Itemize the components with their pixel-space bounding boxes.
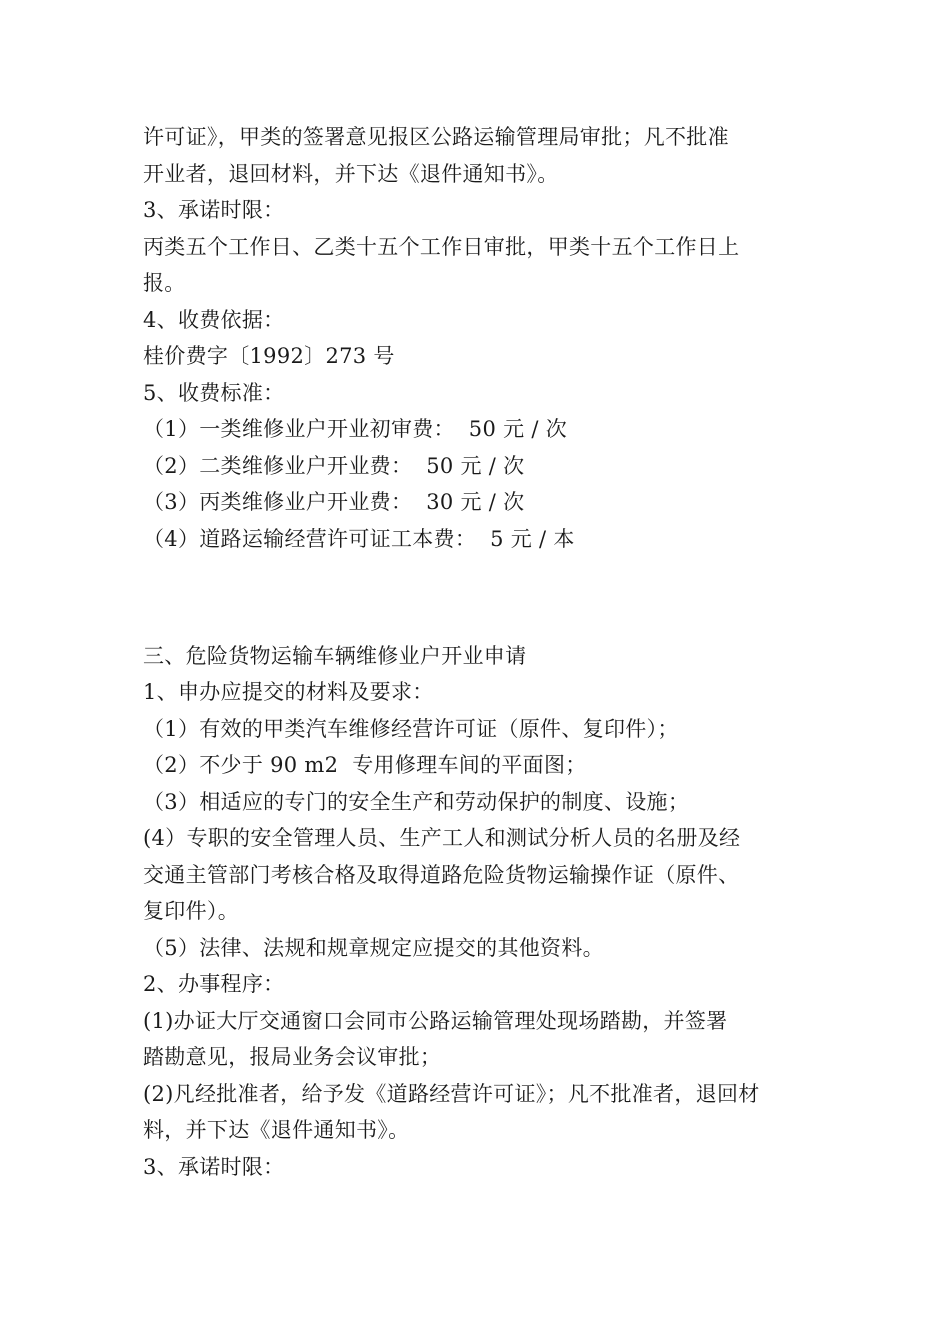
text-block-2 [143, 638, 813, 1186]
section-heading: 5、收费标准： [143, 380, 285, 405]
document-body [143, 119, 813, 1185]
chapter-heading: 三、危险货物运输车辆维修业户开业申请 [143, 643, 527, 668]
section-heading: 3、承诺时限： [143, 198, 285, 222]
section-heading: 4、收费依据： [143, 307, 285, 332]
fee-item: （3）丙类维修业户开业费： 30 元 / 次 [143, 490, 525, 514]
text-line: 桂价费字〔1992〕273 号 [143, 344, 395, 368]
list-item: （1）有效的甲类汽车维修经营许可证（原件、复印件）； [143, 716, 679, 741]
list-item-continuation: 复印件）。 [143, 899, 239, 923]
text-line: 许可证》，甲类的签署意见报区公路运输管理局审批；凡不批准 [143, 125, 729, 149]
list-item: （2）不少于 90 m2 专用修理车间的平面图； [143, 753, 587, 777]
list-item-continuation: 踏勘意见，报局业务会议审批； [143, 1045, 442, 1069]
fee-item: （2）二类维修业户开业费： 50 元 / 次 [143, 453, 525, 478]
text-line: 开业者，退回材料，并下达《退件通知书》。 [143, 161, 559, 186]
list-item: (2)凡经批准者，给予发《道路经营许可证》；凡不批准者，退回材 [143, 1081, 760, 1106]
text-line: 报。 [143, 271, 186, 295]
fee-item: （4）道路运输经营许可证工本费： 5 元 / 本 [143, 526, 575, 551]
list-item-continuation: 交通主管部门考核合格及取得道路危险货物运输操作证（原件、 [143, 862, 740, 887]
section-heading: 3、承诺时限： [143, 1154, 285, 1179]
list-item-continuation: 料，并下达《退件通知书》。 [143, 1118, 410, 1142]
section-gap [143, 594, 813, 638]
section-heading: 1、申办应提交的材料及要求： [143, 680, 434, 704]
fee-item: （1）一类维修业户开业初审费： 50 元 / 次 [143, 417, 568, 441]
list-item: (4）专职的安全管理人员、生产工人和测试分析人员的名册及经 [143, 826, 741, 850]
text-line: 丙类五个工作日、乙类十五个工作日审批，甲类十五个工作日上 [143, 234, 740, 259]
text-block-1 [143, 119, 813, 557]
section-heading: 2、办事程序： [143, 972, 285, 996]
list-item: （3）相适应的专门的安全生产和劳动保护的制度、设施； [143, 789, 690, 814]
blank-line [143, 557, 813, 594]
list-item: (1)办证大厅交通窗口会同市公路运输管理处现场踏勘，并签署 [143, 1008, 728, 1033]
list-item: （5）法律、法规和规章规定应提交的其他资料。 [143, 935, 604, 960]
